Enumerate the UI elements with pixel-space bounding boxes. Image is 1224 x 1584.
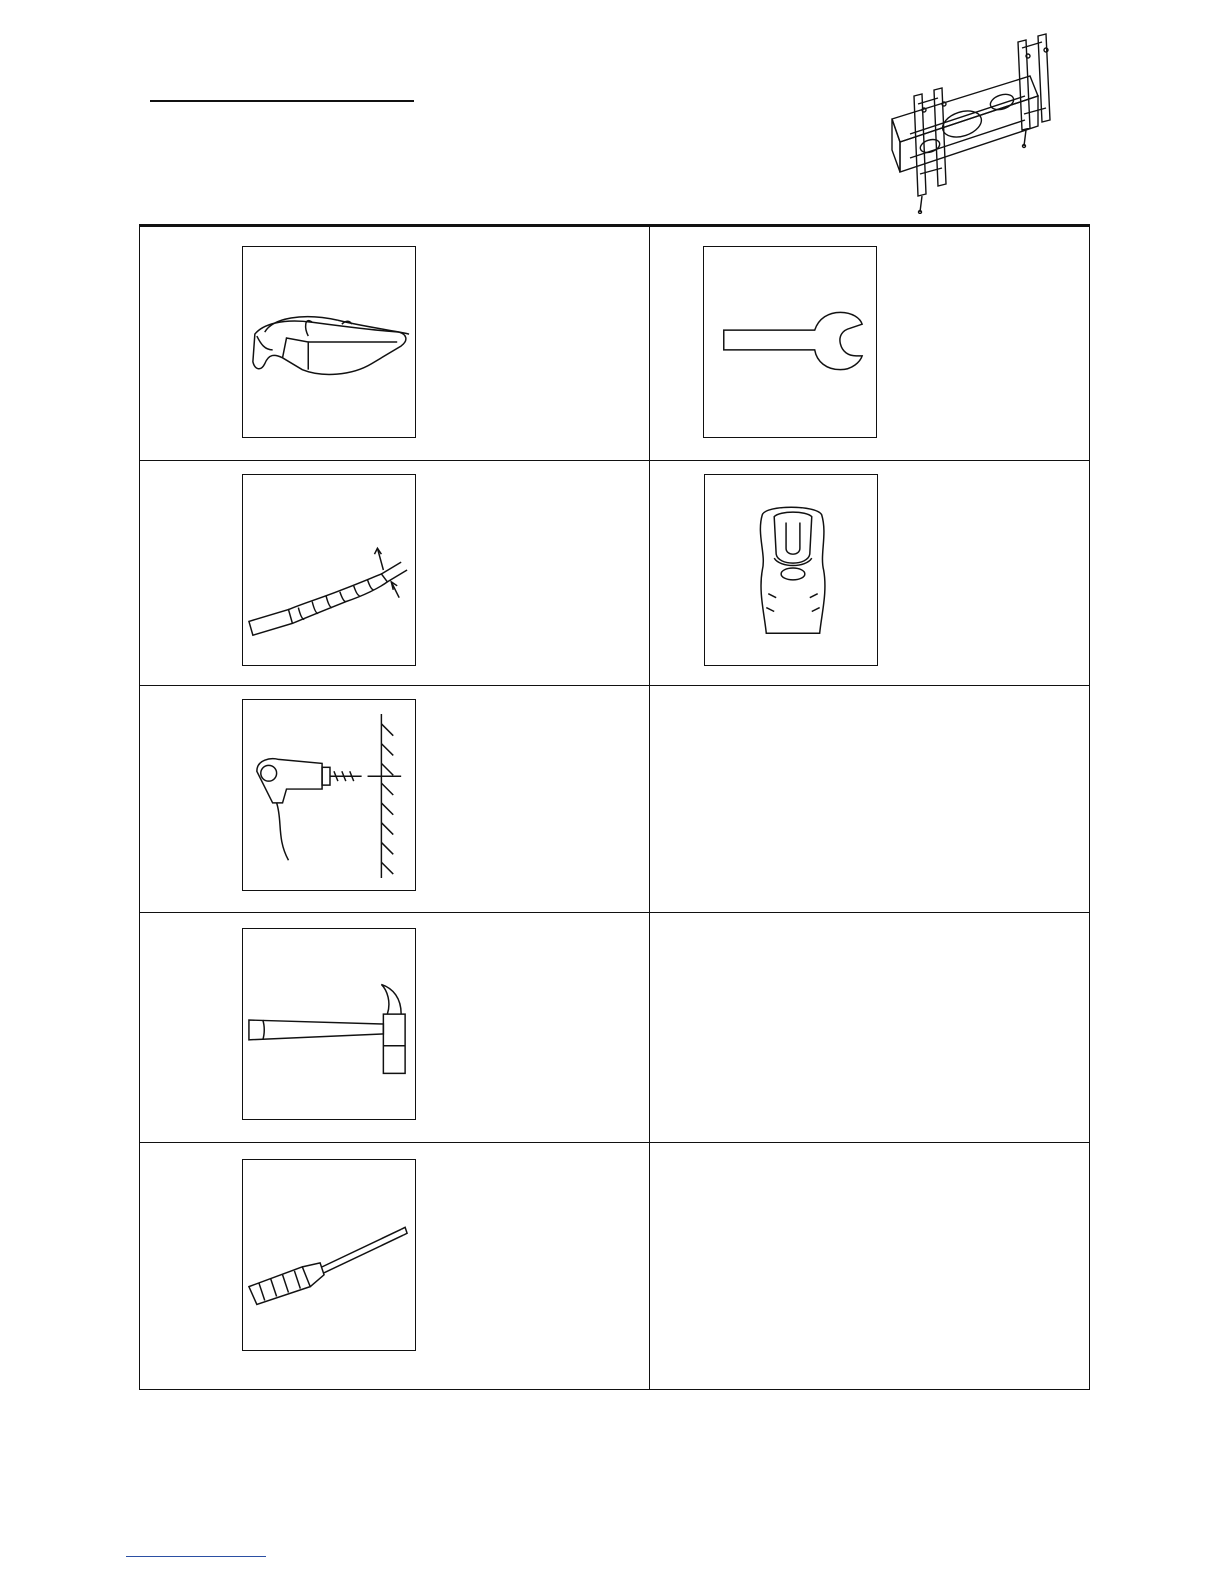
- hammer-icon: [243, 929, 415, 1119]
- row-divider: [140, 912, 1089, 913]
- tool-drill-bit: [242, 474, 416, 666]
- power-drill-icon: [243, 700, 415, 890]
- tool-stud-finder: [704, 474, 878, 666]
- tool-wrench: [703, 246, 877, 438]
- drill-bit-icon: [243, 475, 415, 665]
- wrench-icon: [704, 247, 876, 437]
- safety-glasses-icon: [243, 247, 415, 437]
- row-divider: [140, 460, 1089, 461]
- screwdriver-icon: [243, 1160, 415, 1350]
- tool-safety-glasses: [242, 246, 416, 438]
- tool-screwdriver: [242, 1159, 416, 1351]
- footer-link-underline: [126, 1556, 266, 1557]
- tool-hammer: [242, 928, 416, 1120]
- stud-finder-icon: [705, 475, 877, 665]
- column-divider: [649, 227, 650, 1389]
- tilt-mount-illustration-icon: [880, 24, 1060, 214]
- tool-power-drill: [242, 699, 416, 891]
- row-divider: [140, 1142, 1089, 1143]
- required-tools-table: [139, 224, 1090, 1390]
- title-underline: [150, 100, 414, 102]
- row-divider: [140, 685, 1089, 686]
